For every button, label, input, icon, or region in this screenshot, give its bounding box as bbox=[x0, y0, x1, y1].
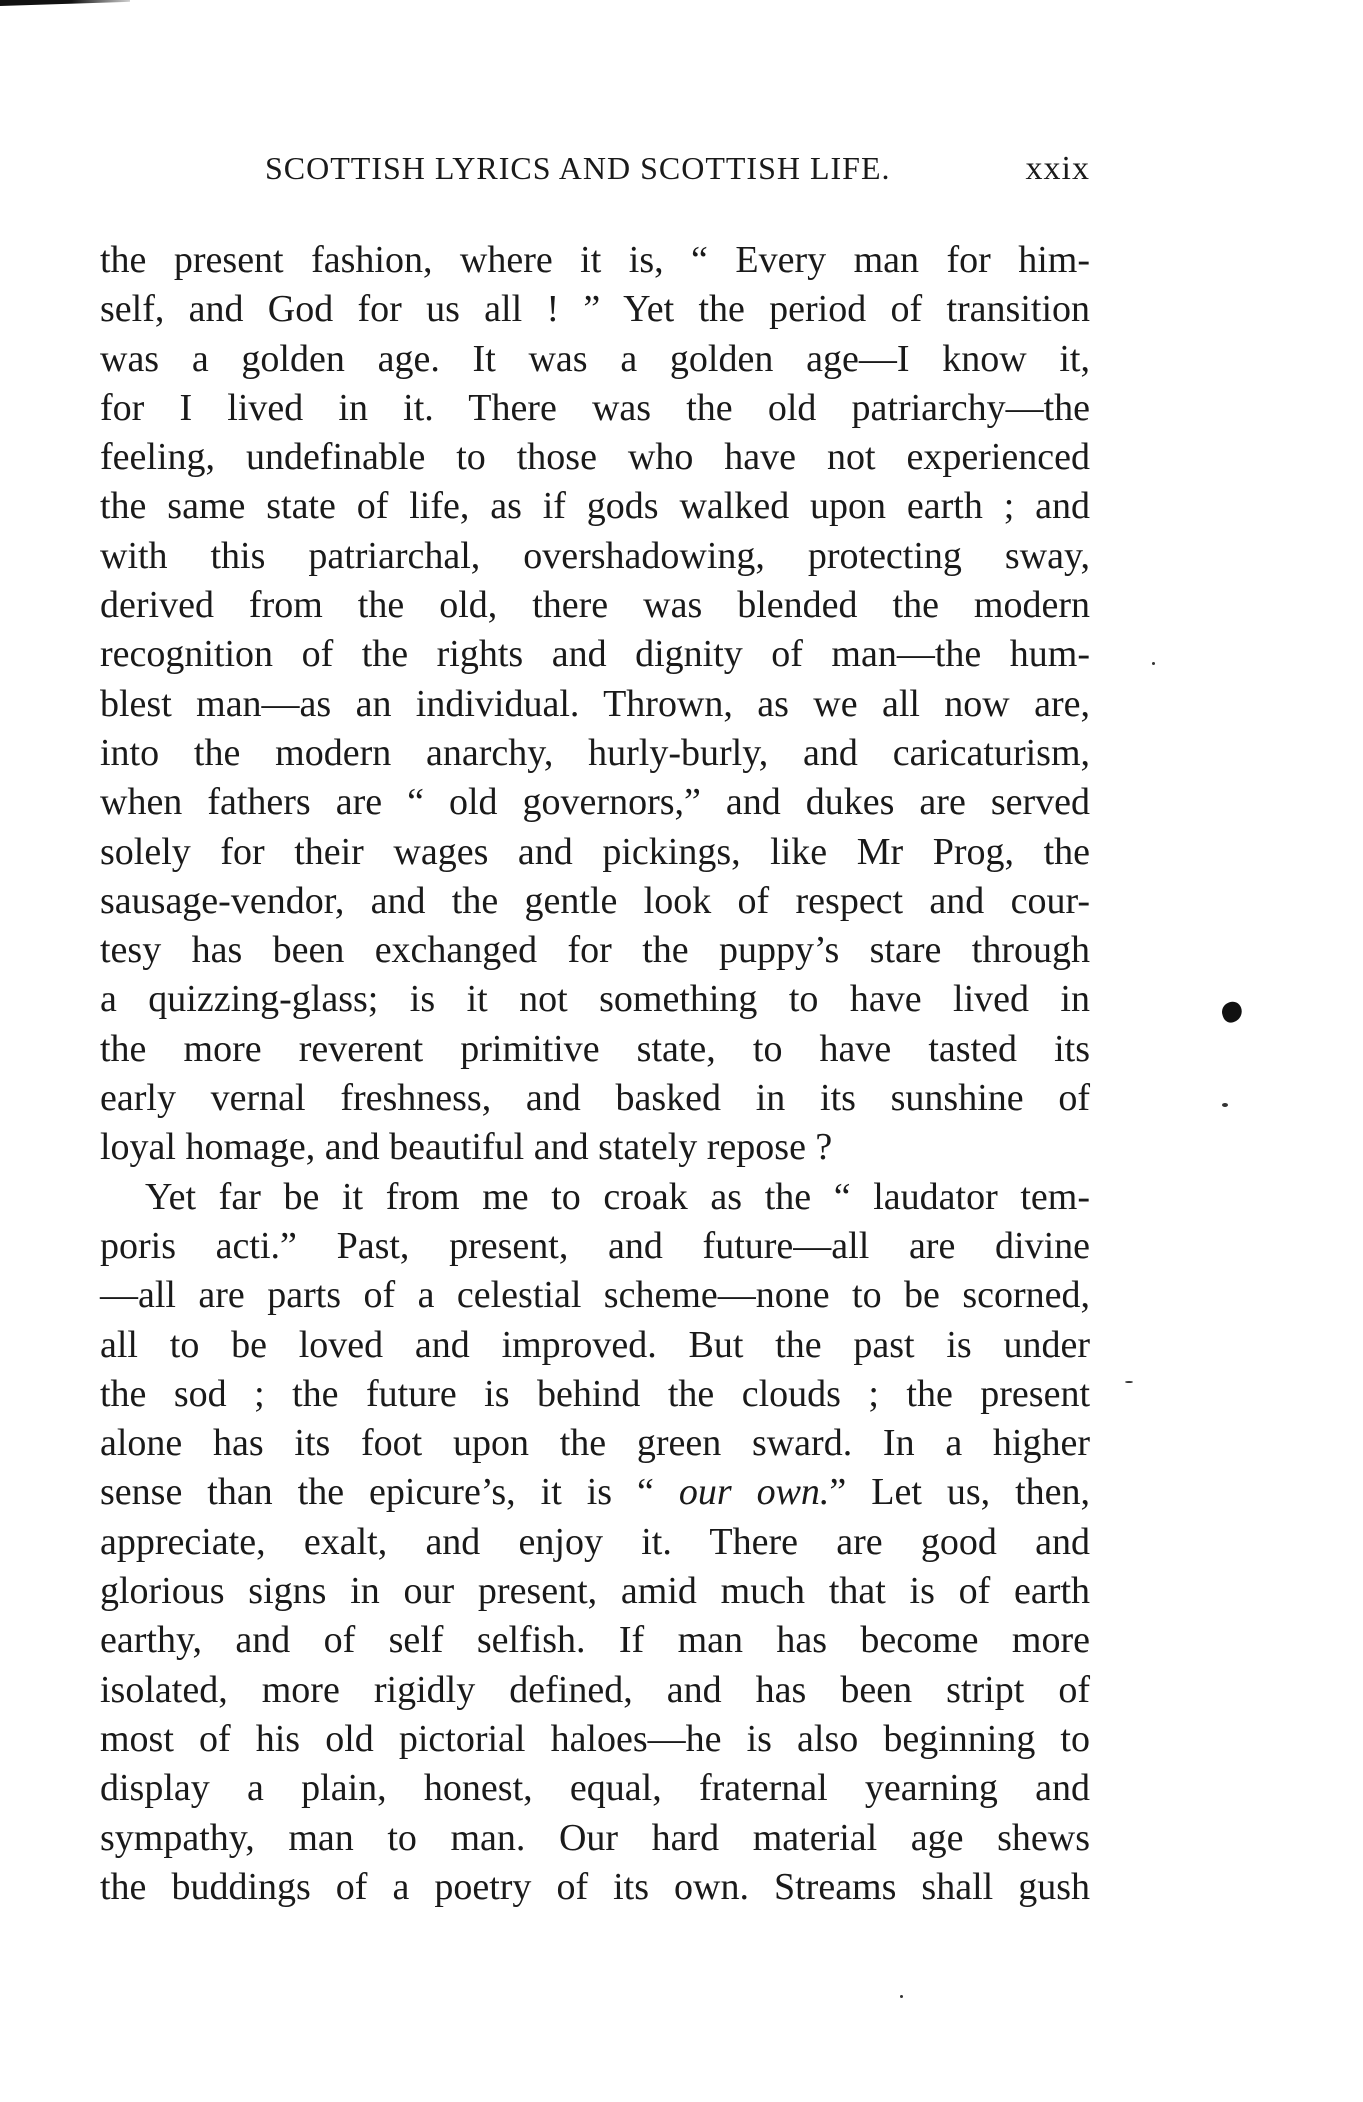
page-number: xxix bbox=[1025, 150, 1090, 187]
text-line: sympathy, man to man. Our hard material age shews bbox=[100, 1816, 1090, 1859]
text-line: solely for their wages and pickings, like Mr Prog, the bbox=[100, 830, 1090, 873]
italic-phrase: our own. bbox=[678, 1471, 830, 1514]
text-line: sausage-vendor, and the gentle look of respect and cour- bbox=[100, 879, 1090, 922]
text-line: appreciate, exalt, and enjoy it. There are good and bbox=[100, 1520, 1090, 1563]
text-line: feeling, undefinable to those who have not experienced bbox=[100, 436, 1090, 479]
page-corner-mark bbox=[0, 0, 130, 6]
text-line: the same state of life, as if gods walked upon earth ; and bbox=[100, 485, 1090, 528]
text-line: for I lived in it. There was the old patriarchy—the bbox=[100, 386, 1090, 429]
text-line: a quizzing-glass; is it not something to have lived in bbox=[100, 978, 1090, 1021]
text-line: isolated, more rigidly defined, and has been stript of bbox=[100, 1668, 1090, 1711]
text-line: poris acti.” Past, present, and future—all are divine bbox=[100, 1224, 1090, 1267]
paragraph-end-line: loyal homage, and beautiful and stately repose ? bbox=[100, 1126, 833, 1169]
paragraph-start-line: Yet far be it from me to croak as the “ laudator tem- bbox=[145, 1175, 1090, 1218]
text-line: blest man—as an individual. Thrown, as we all now are, bbox=[100, 682, 1090, 725]
text-line: —all are parts of a celestial scheme—none to be scorned, bbox=[100, 1274, 1090, 1317]
ink-speck bbox=[1152, 662, 1155, 665]
ink-speck bbox=[1222, 1103, 1228, 1107]
text-line: when fathers are “ old governors,” and dukes are served bbox=[100, 781, 1090, 824]
text-line: the present fashion, where it is, “ Every man for him- bbox=[100, 239, 1090, 281]
running-title: SCOTTISH LYRICS AND SCOTTISH LIFE. bbox=[265, 150, 891, 186]
text-line: most of his old pictorial haloes—he is also beginning to bbox=[100, 1717, 1090, 1760]
text-line: recognition of the rights and dignity of man—the hum- bbox=[100, 633, 1090, 676]
text-line: display a plain, honest, equal, fraternal yearning and bbox=[100, 1767, 1090, 1810]
text-line: the sod ; the future is behind the clouds ; the present bbox=[100, 1372, 1090, 1415]
text-line: the more reverent primitive state, to have tasted its bbox=[100, 1027, 1090, 1070]
text-line: alone has its foot upon the green sward. In a higher bbox=[100, 1422, 1090, 1465]
text-line: early vernal freshness, and basked in its sunshine of bbox=[100, 1077, 1090, 1120]
line-segment: ” Let us, then, bbox=[829, 1471, 1090, 1514]
line-segment: sense than the epicure’s, it is “ bbox=[100, 1471, 679, 1514]
text-line: glorious signs in our present, amid much that is of earth bbox=[100, 1570, 1090, 1613]
text-line: was a golden age. It was a golden age—I know it, bbox=[100, 337, 1090, 380]
ink-blot bbox=[1219, 999, 1245, 1025]
text-line: the buddings of a poetry of its own. Streams shall gush bbox=[100, 1865, 1090, 1908]
body-text bbox=[100, 236, 1090, 1912]
text-line: all to be loved and improved. But the past is under bbox=[100, 1323, 1090, 1366]
ink-speck bbox=[1125, 1381, 1133, 1383]
text-line: earthy, and of self selfish. If man has become more bbox=[100, 1619, 1090, 1662]
ink-speck bbox=[900, 1995, 903, 1998]
page-header bbox=[265, 150, 1090, 200]
text-line-with-italic bbox=[100, 1468, 1090, 1517]
text-line: into the modern anarchy, hurly-burly, and caricaturism, bbox=[100, 731, 1090, 774]
text-line: derived from the old, there was blended the modern bbox=[100, 584, 1090, 627]
text-line: self, and God for us all ! ” Yet the period of transition bbox=[100, 288, 1090, 331]
text-line: tesy has been exchanged for the puppy’s stare through bbox=[100, 929, 1090, 972]
text-line: with this patriarchal, overshadowing, protecting sway, bbox=[100, 534, 1090, 577]
